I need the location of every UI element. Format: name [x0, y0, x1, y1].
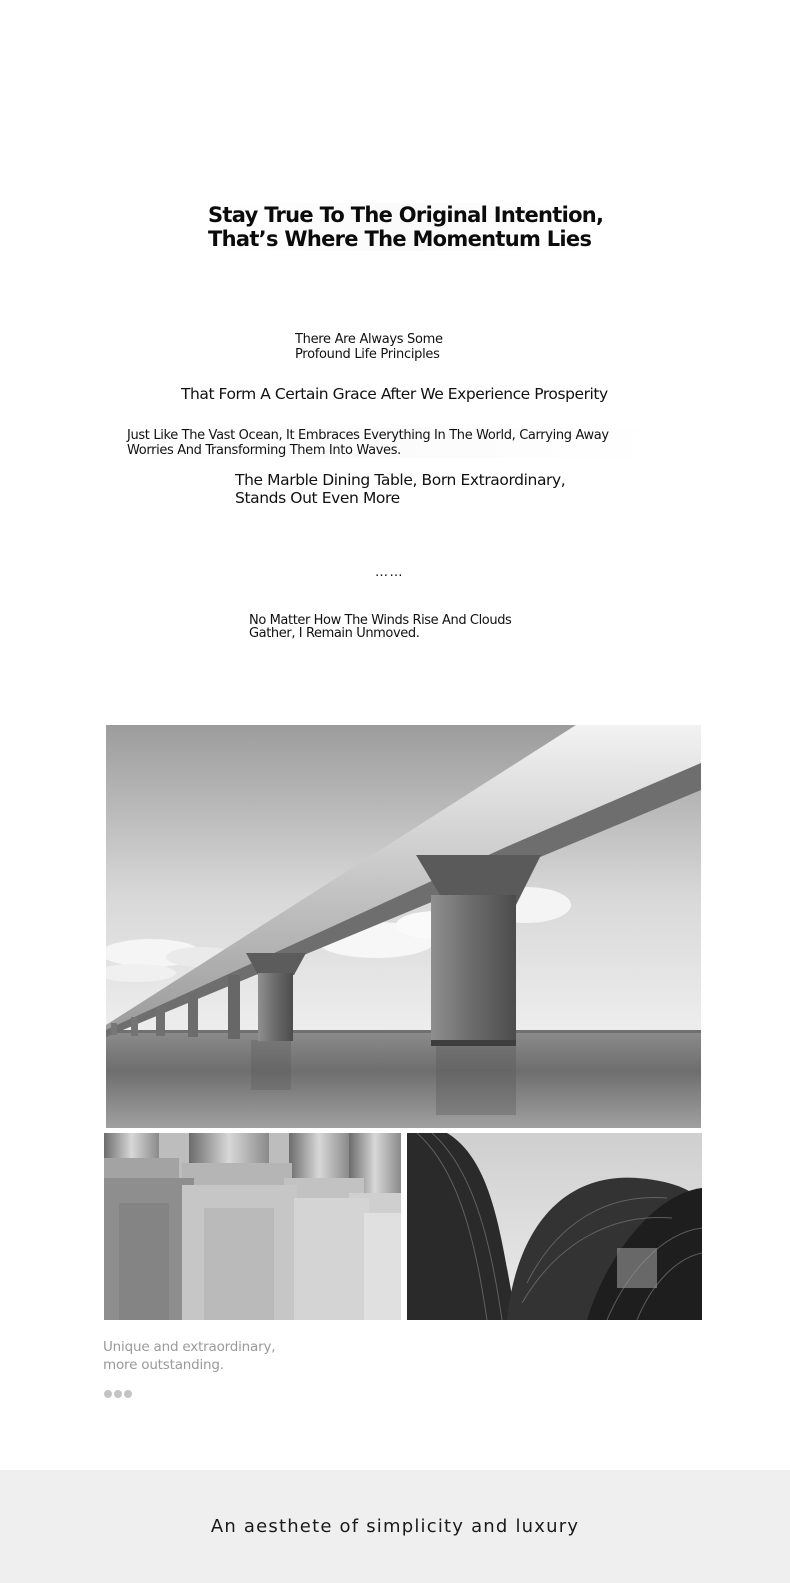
marble-columns-photo — [104, 1133, 401, 1320]
marble-line-2: Stands Out Even More — [235, 489, 400, 507]
grace-paragraph: That Form A Certain Grace After We Experience Prosperity — [181, 385, 608, 403]
footer — [0, 1470, 790, 1583]
columns-photo-art — [104, 1133, 401, 1320]
bridge-photo-art — [106, 725, 701, 1128]
curved-building-photo — [407, 1133, 702, 1320]
caption-line-1: Unique and extraordinary, — [103, 1339, 276, 1355]
pagination-dot[interactable] — [104, 1390, 112, 1398]
marble-table-paragraph — [235, 471, 565, 507]
marble-line-1: The Marble Dining Table, Born Extraordinary, — [235, 471, 566, 489]
ellipsis-divider: …… — [375, 565, 404, 580]
bridge-photo — [106, 725, 701, 1128]
pagination-dot[interactable] — [114, 1390, 122, 1398]
headline-line-2: That’s Where The Momentum Lies — [208, 227, 592, 251]
pagination-dots[interactable] — [104, 1390, 132, 1398]
caption-line-2: more outstanding. — [103, 1357, 224, 1373]
caption — [103, 1338, 403, 1374]
principles-paragraph — [295, 332, 500, 362]
principles-line-2: Profound Life Principles — [295, 347, 440, 362]
headline — [208, 203, 604, 251]
ocean-line-2: Worries And Transforming Them Into Waves. — [127, 443, 401, 458]
ocean-paragraph — [127, 428, 662, 458]
pagination-dot[interactable] — [124, 1390, 132, 1398]
footer-tagline: An aesthete of simplicity and luxury — [210, 1516, 580, 1537]
unmoved-line-2: Gather, I Remain Unmoved. — [249, 625, 420, 641]
ocean-line-1: Just Like The Vast Ocean, It Embraces Everything In The World, Carrying Away — [127, 428, 609, 443]
building-photo-art — [407, 1133, 702, 1320]
principles-line-1: There Are Always Some — [295, 332, 443, 347]
headline-line-1: Stay True To The Original Intention, — [208, 203, 604, 227]
unmoved-line-1: No Matter How The Winds Rise And Clouds — [249, 613, 512, 628]
unmoved-paragraph — [249, 615, 559, 640]
